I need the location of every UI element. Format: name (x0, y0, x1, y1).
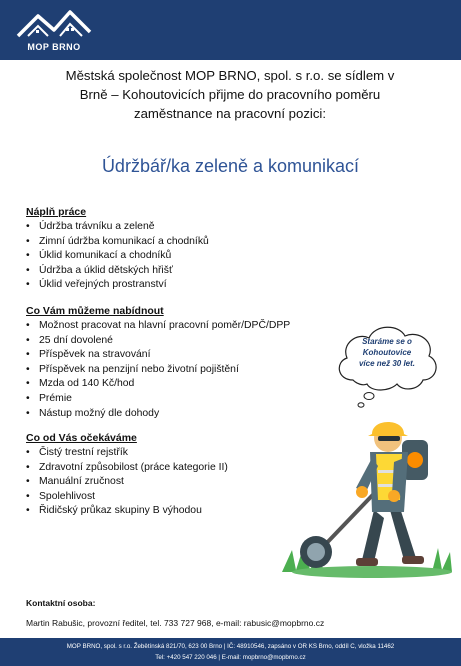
list-item: • Možnost pracovat na hlavní pracovní poměr/DPČ/DPP (26, 319, 326, 334)
intro-line: Městská společnost MOP BRNO, spol. s r.o. se sídlem v (65, 68, 395, 83)
list-item: • Zdravotní způsobilost (práce kategorie II) (26, 461, 326, 476)
header-bar (0, 0, 461, 60)
list-item: • Údržba trávníku a zeleně (26, 220, 326, 235)
footer-contact: Tel: +420 547 220 046 | E-mail: mopbrno@mopbrno.cz (155, 654, 306, 661)
list-item: • Nástup možný dle dohody (26, 407, 326, 422)
section-offer (26, 305, 326, 421)
list-item: • Zimní údržba komunikací a chodníků (26, 235, 326, 250)
footer-address: MOP BRNO, spol. s r.o. Žebětínská 821/70, 623 00 Brno | IČ: 48910546, zapsáno v OR KS Brno, oddíl C, vložka 11462 (66, 643, 395, 650)
section-title: Co Vám můžeme nabídnout (26, 305, 164, 317)
cloud-text (343, 336, 431, 369)
list-item: • Úklid komunikací a chodníků (26, 249, 326, 264)
cloud-line: Staráme se o (362, 337, 412, 346)
list-item: • Úklid veřejných prostranství (26, 278, 326, 293)
gardener-illustration (282, 400, 452, 580)
section-title: Náplň práce (26, 206, 87, 218)
cloud-line: Kohoutovice (362, 348, 412, 357)
intro-text (40, 66, 420, 123)
houses-logo-icon (14, 6, 94, 42)
list-item: • Manuální zručnost (26, 475, 326, 490)
list-item: • 25 dní dovolené (26, 334, 326, 349)
footer-bar (0, 638, 461, 666)
cloud-line: více než 30 let. (358, 359, 416, 368)
list-item: • Údržba a úklid dětských hřišť (26, 264, 326, 279)
list-item: • Příspěvek na penzijní nebo životní pojištění (26, 363, 326, 378)
list-item: • Mzda od 140 Kč/hod (26, 377, 326, 392)
list-item: • Spolehlivost (26, 490, 326, 505)
contact-label: Kontaktní osoba: (26, 598, 96, 608)
list-item: • Čistý trestní rejstřík (26, 446, 326, 461)
intro-line: Brně – Kohoutovicích přijme do pracovního poměru (79, 87, 381, 102)
list-item: • Prémie (26, 392, 326, 407)
section-requirements (26, 432, 326, 519)
section-job-duties (26, 206, 326, 293)
logo-text: MOP BRNO (27, 42, 81, 52)
job-title: Údržbář/ka zeleně a komunikací (101, 156, 360, 176)
list-item: • Příspěvek na stravování (26, 348, 326, 363)
list-item: • Řidičský průkaz skupiny B výhodou (26, 504, 326, 519)
logo (14, 6, 94, 56)
section-title: Co od Vás očekáváme (26, 432, 137, 444)
intro-line: zaměstnance na pracovní pozici: (133, 106, 327, 121)
contact-value: Martin Rabušic, provozní ředitel, tel. 733 727 968, e-mail: rabusic@mopbrno.cz (26, 618, 325, 628)
